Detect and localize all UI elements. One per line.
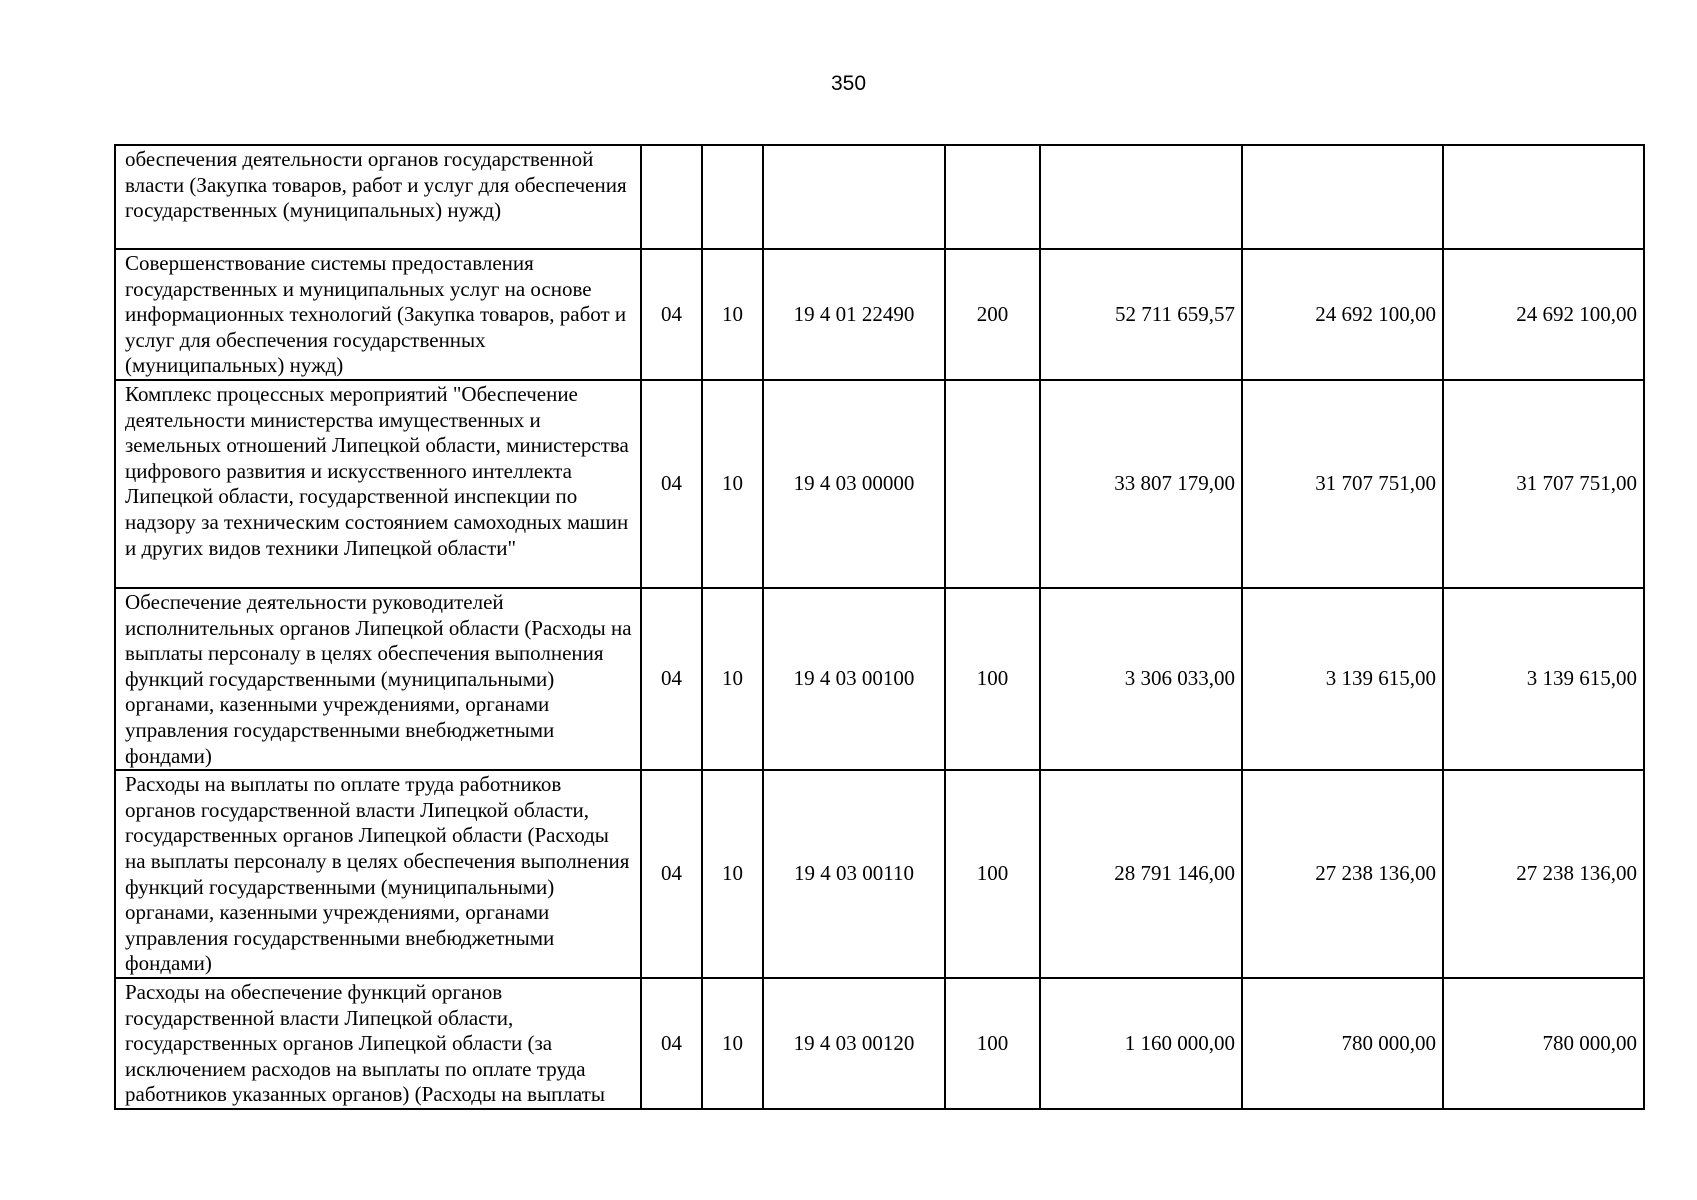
table-row [115,978,1644,1109]
budget-table [114,144,1645,1110]
row-expense-type: 200 [945,249,1040,380]
row-description: Обеспечение деятельности руководителей исполнительных органов Липецкой области (Расходы на выплаты персоналу в целях обеспечения выполнения функций государственными (муниципальными) органами, казенными учреждениями, органами управления государственными внебюджетными фондами) [115,588,641,770]
row-subsection: 10 [702,380,763,588]
row-expense-type [945,380,1040,588]
row-section: 04 [641,770,702,978]
row-subsection [702,145,763,249]
row-target-article: 19 4 03 00000 [763,380,945,588]
row-sum-2: 27 238 136,00 [1242,770,1443,978]
row-sum-1: 3 306 033,00 [1040,588,1242,770]
row-sum-1: 1 160 000,00 [1040,978,1242,1109]
row-description: Совершенствование системы предоставления государственных и муниципальных услуг на основе информационных технологий (Закупка товаров, работ и услуг для обеспечения государственных (муниципальных) нужд) [115,249,641,380]
table-row [115,380,1644,588]
row-expense-type: 100 [945,588,1040,770]
row-sum-3 [1443,145,1644,249]
row-section [641,145,702,249]
row-sum-2 [1242,145,1443,249]
table-row [115,588,1644,770]
row-description: Расходы на обеспечение функций органов государственной власти Липецкой области, государственных органов Липецкой области (за исключением расходов на выплаты по оплате труда работников указанных органов) (Расходы на выплаты [115,978,641,1109]
row-sum-2: 24 692 100,00 [1242,249,1443,380]
row-expense-type [945,145,1040,249]
row-expense-type: 100 [945,770,1040,978]
table-row [115,249,1644,380]
row-subsection: 10 [702,249,763,380]
row-section: 04 [641,249,702,380]
row-subsection: 10 [702,588,763,770]
row-target-article: 19 4 03 00110 [763,770,945,978]
row-target-article: 19 4 03 00100 [763,588,945,770]
row-target-article [763,145,945,249]
row-sum-3: 31 707 751,00 [1443,380,1644,588]
row-subsection: 10 [702,770,763,978]
row-sum-3: 24 692 100,00 [1443,249,1644,380]
row-sum-1: 33 807 179,00 [1040,380,1242,588]
row-sum-2: 3 139 615,00 [1242,588,1443,770]
row-sum-3: 27 238 136,00 [1443,770,1644,978]
row-sum-2: 780 000,00 [1242,978,1443,1109]
row-description: обеспечения деятельности органов государственной власти (Закупка товаров, работ и услуг для обеспечения государственных (муниципальных) нужд) [115,145,641,249]
row-sum-3: 3 139 615,00 [1443,588,1644,770]
row-sum-1 [1040,145,1242,249]
row-section: 04 [641,588,702,770]
table-row [115,145,1644,249]
row-sum-1: 28 791 146,00 [1040,770,1242,978]
page-number: 350 [830,72,867,95]
table-row [115,770,1644,978]
row-expense-type: 100 [945,978,1040,1109]
row-target-article: 19 4 03 00120 [763,978,945,1109]
row-section: 04 [641,380,702,588]
row-description: Расходы на выплаты по оплате труда работников органов государственной власти Липецкой области, государственных органов Липецкой области (Расходы на выплаты персоналу в целях обеспечения выполнения функций государственными (муниципальными) органами, казенными учреждениями, органами управления государственными внебюджетными фондами) [115,770,641,978]
row-target-article: 19 4 01 22490 [763,249,945,380]
row-sum-3: 780 000,00 [1443,978,1644,1109]
row-sum-1: 52 711 659,57 [1040,249,1242,380]
row-description: Комплекс процессных мероприятий "Обеспечение деятельности министерства имущественных и земельных отношений Липецкой области, министерства цифрового развития и искусственного интеллекта Липецкой области, государственной инспекции по надзору за техническим состоянием самоходных машин и других видов техники Липецкой области" [115,380,641,588]
row-sum-2: 31 707 751,00 [1242,380,1443,588]
row-subsection: 10 [702,978,763,1109]
row-section: 04 [641,978,702,1109]
